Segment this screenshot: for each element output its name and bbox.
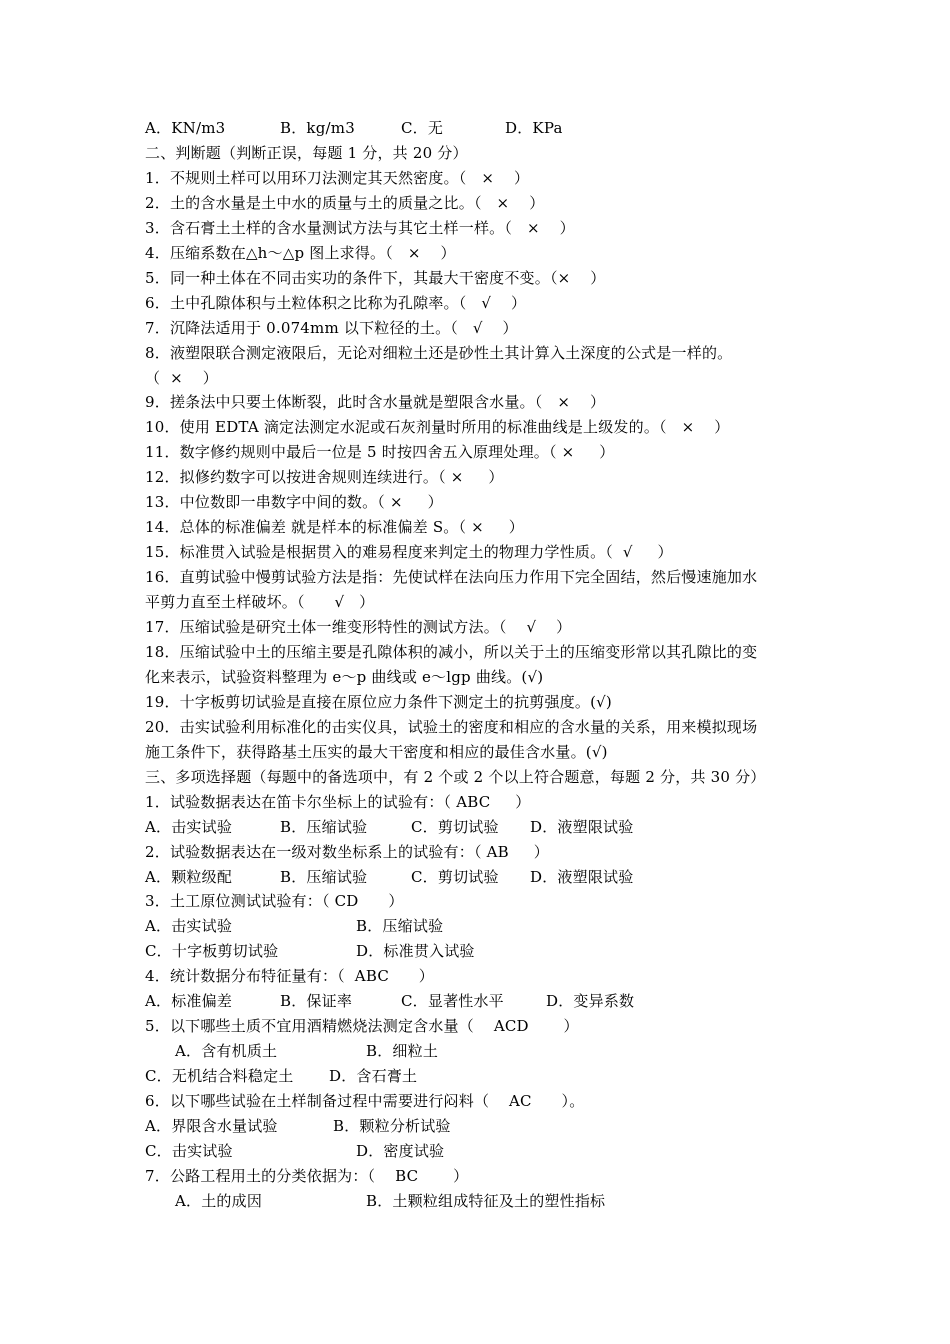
text-line: 1．不规则土样可以用环刀法测定其天然密度。（ × ） (145, 168, 530, 187)
text-line: 20．击实试验利用标准化的击实仪具，试验土的密度和相应的含水量的关系，用来模拟现场 (145, 717, 758, 736)
option-item: A．击实试验 (145, 917, 233, 936)
option-item: C．击实试验 (145, 1141, 233, 1160)
text-line: 5．同一种土体在不同击实功的条件下，其最大干密度不变。（× ） (145, 268, 606, 287)
option-item: D．变异系数 (546, 992, 635, 1011)
text-line: 10．使用 EDTA 滴定法测定水泥或石灰剂量时所用的标准曲线是上级发的。（ × ） (145, 418, 730, 437)
option-item: A．击实试验 (145, 817, 233, 836)
option-item: B．压缩试验 (280, 817, 368, 836)
text-line: 9．搓条法中只要土体断裂，此时含水量就是塑限含水量。（ × ） (145, 393, 606, 412)
text-line: 15．标准贯入试验是根据贯入的难易程度来判定土的物理力学性质。（ √ ） (145, 543, 673, 562)
text-line: 三、多项选择题（每题中的备选项中，有 2 个或 2 个以上符合题意，每题 2 分，共 30 分） (145, 767, 766, 786)
option-item: B．土颗粒组成特征及土的塑性指标 (366, 1191, 606, 1210)
text-line: （ × ） (145, 368, 218, 387)
text-line: 6．土中孔隙体积与土粒体积之比称为孔隙率。（ √ ） (145, 293, 527, 312)
option-item: D．含石膏土 (329, 1067, 418, 1086)
option-item: A．KN/m3 (145, 119, 226, 137)
option-item: B．颗粒分析试验 (333, 1117, 451, 1135)
option-item: B．压缩试验 (280, 867, 368, 886)
option-item: B．压缩试验 (356, 917, 444, 936)
option-item: D．液塑限试验 (530, 867, 634, 886)
text-line: 2．试验数据表达在一级对数坐标系上的试验有：（ AB ） (145, 842, 549, 861)
option-item: D．密度试验 (356, 1141, 445, 1160)
option-item: C．显著性水平 (401, 992, 504, 1011)
text-line: 4．统计数据分布特征量有：（ ABC ） (145, 967, 435, 986)
option-item: A．颗粒级配 (145, 867, 233, 886)
text-line: 平剪力直至土样破坏。（ √ ） (145, 593, 375, 611)
option-item: C．无 (401, 119, 444, 137)
text-line: 2．土的含水量是土中水的质量与土的质量之比。（ × ） (145, 193, 545, 212)
text-line: 施工条件下，获得路基土压实的最大干密度和相应的最佳含水量。(√) (145, 742, 608, 761)
text-line: 4．压缩系数在△h～△p 图上求得。（ × ） (145, 243, 456, 262)
option-item: C．十字板剪切试验 (145, 942, 279, 961)
text-line: 化来表示，试验资料整理为 e～p 曲线或 e～lgp 曲线。(√) (145, 667, 544, 686)
text-line: 12．拟修约数字可以按进舍规则连续进行。（ × ） (145, 468, 504, 487)
text-line: 二、判断题（判断正误，每题 1 分，共 20 分） (145, 143, 468, 162)
text-line: 7．公路工程用土的分类依据为：（ BC ） (145, 1166, 469, 1185)
option-item: C．剪切试验 (411, 817, 499, 836)
option-item: A．含有机质土 (175, 1042, 278, 1061)
option-item: C．无机结合料稳定土 (145, 1067, 294, 1086)
text-line: 8．液塑限联合测定液限后，无论对细粒土还是砂性土其计算入土深度的公式是一样的。 (145, 343, 733, 362)
option-item: B．细粒土 (366, 1042, 439, 1061)
text-line: 1．试验数据表达在笛卡尔坐标上的试验有：（ ABC ） (145, 792, 531, 811)
option-item: D．标准贯入试验 (356, 942, 475, 961)
option-item: B．保证率 (280, 992, 353, 1011)
text-line: 14．总体的标准偏差 就是样本的标准偏差 S。（ × ） (145, 518, 524, 537)
text-line: 11．数字修约规则中最后一位是 5 时按四舍五入原理处理。（ × ） (145, 443, 615, 462)
text-line: 18．压缩试验中土的压缩主要是孔隙体积的减小，所以关于土的压缩变形常以其孔隙比的变 (145, 642, 758, 661)
option-item: A．界限含水量试验 (145, 1117, 278, 1135)
text-line: 3．土工原位测试试验有：（ CD ） (145, 892, 404, 911)
text-line: 16．直剪试验中慢剪试验方法是指：先使试样在法向压力作用下完全固结，然后慢速施加水 (145, 568, 758, 587)
option-item: B．kg/m3 (280, 119, 355, 137)
option-item: D．KPa (505, 119, 563, 137)
option-item: A．土的成因 (175, 1191, 263, 1210)
option-item: A．标准偏差 (145, 992, 233, 1011)
option-item: C．剪切试验 (411, 867, 499, 886)
text-line: 3．含石膏土土样的含水量测试方法与其它土样一样。（ × ） (145, 218, 575, 237)
text-line: 17．压缩试验是研究土体一维变形特性的测试方法。（ √ ） (145, 618, 572, 636)
option-item: D．液塑限试验 (530, 817, 634, 836)
text-line: 19．十字板剪切试验是直接在原位应力条件下测定土的抗剪强度。(√) (145, 692, 612, 711)
text-line: 7．沉降法适用于 0.074mm 以下粒径的土。（ √ ） (145, 318, 518, 337)
text-line: 5．以下哪些土质不宜用酒精燃烧法测定含水量（ ACD ） (145, 1017, 579, 1036)
text-line: 6．以下哪些试验在土样制备过程中需要进行闷料（ AC ）。 (145, 1092, 585, 1110)
text-line: 13．中位数即一串数字中间的数。（ × ） (145, 493, 443, 512)
